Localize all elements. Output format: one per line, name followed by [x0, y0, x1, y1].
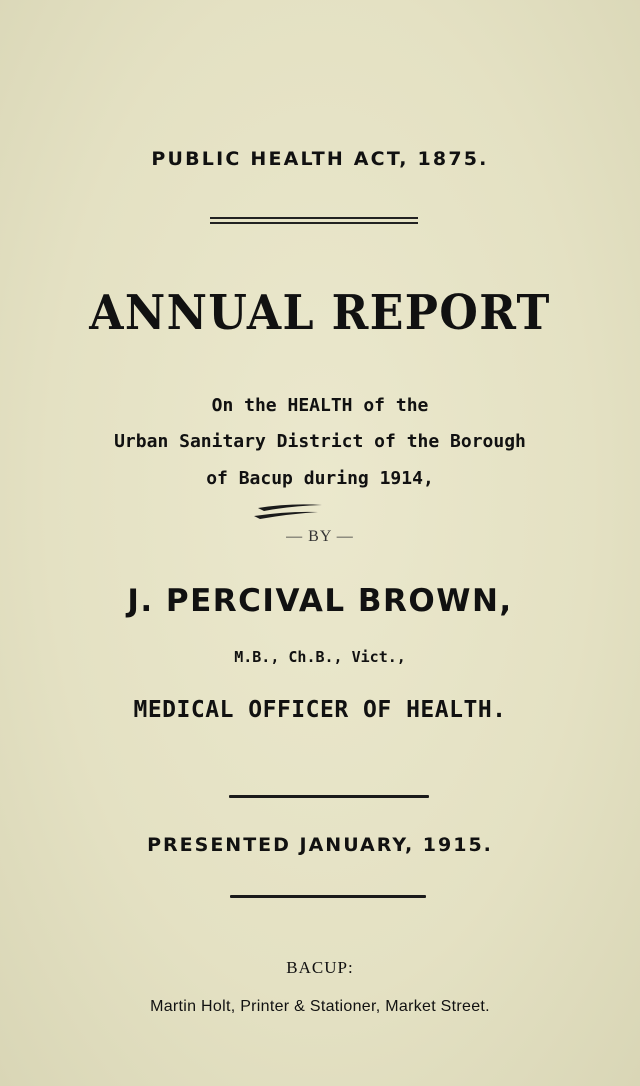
subtitle-line-3: of Bacup during 1914, [206, 468, 434, 489]
double-rule-top [210, 217, 418, 219]
divider-rule-upper [229, 795, 429, 798]
author-qualifications: M.B., Ch.B., Vict., [234, 648, 406, 666]
presented-date: PRESENTED JANUARY, 1915. [147, 834, 493, 856]
by-line: — BY — [286, 528, 354, 545]
report-title: ANNUAL REPORT [89, 285, 551, 341]
subtitle-line-1: On the HEALTH of the [211, 395, 429, 416]
ornamental-swash [250, 500, 330, 526]
act-heading: PUBLIC HEALTH ACT, 1875. [151, 148, 489, 170]
publication-place: BACUP: [286, 958, 354, 977]
double-rule-bottom [210, 222, 418, 224]
author-name: J. PERCIVAL BROWN, [127, 583, 513, 619]
subtitle-line-2: Urban Sanitary District of the Borough [114, 431, 526, 452]
divider-rule-lower [230, 895, 426, 898]
author-role: MEDICAL OFFICER OF HEALTH. [133, 697, 507, 723]
printer-imprint: Martin Holt, Printer & Stationer, Market Street. [150, 998, 490, 1015]
